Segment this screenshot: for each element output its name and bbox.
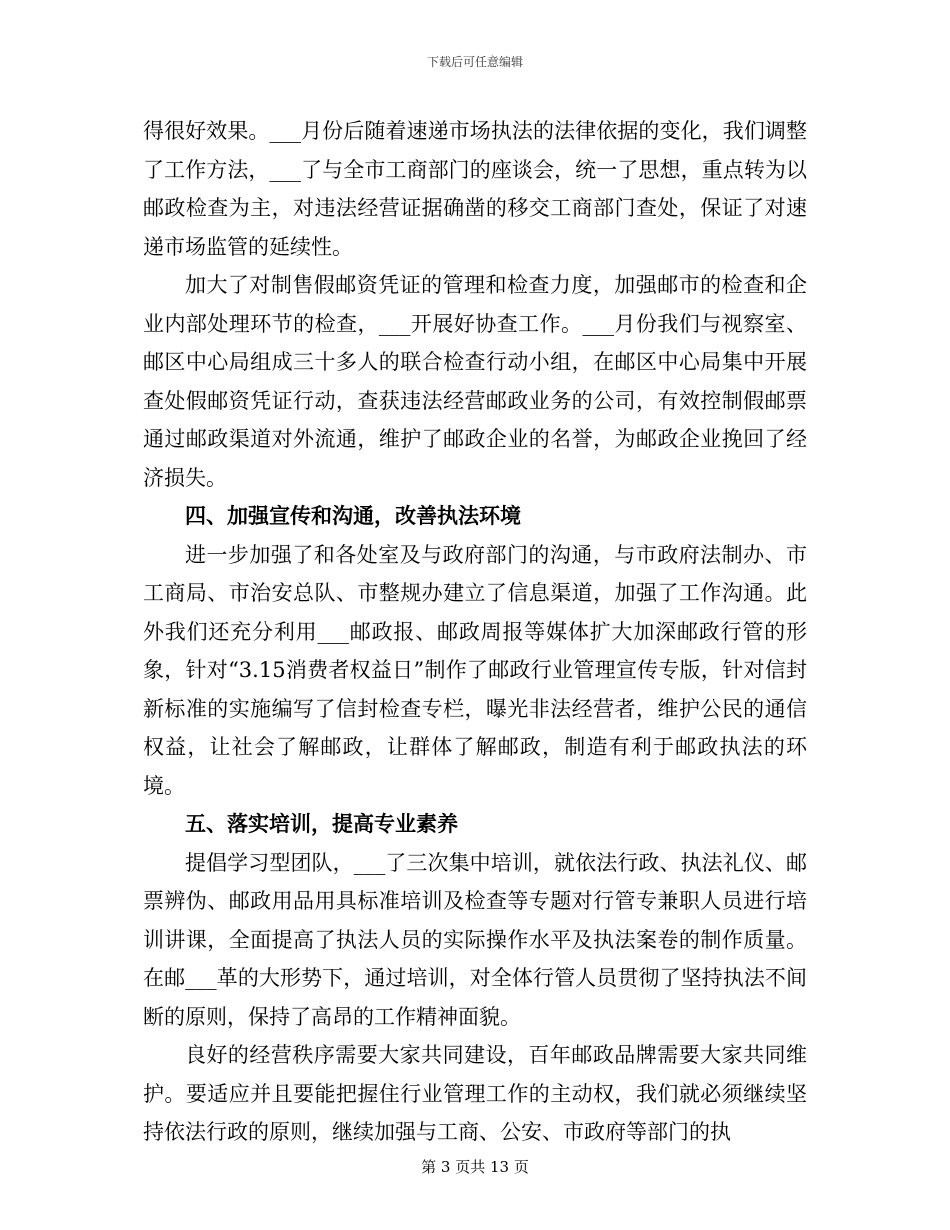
section-heading: 五、落实培训，提高专业素养: [185, 811, 458, 836]
paragraph: 提倡学习型团队，___了三次集中培训，就依法行政、执法礼仪、邮票辨伪、邮政用品用具标准培训及检查等专题对行管专兼职人员进行培训讲课，全面提高了执法人员的实际操作水平及执法案卷的制作质量。在邮___革的大形势下，通过培训，对全体行管人员贯彻了坚持执法不间断的原则，保持了高昂的工作精神面貌。: [143, 850, 807, 1029]
paragraph: 进一步加强了和各处室及与政府部门的沟通，与市政府法制办、市工商局、市治安总队、市整规办建立了信息渠道，加强了工作沟通。此外我们还充分利用___邮政报、邮政周报等媒体扩大加深邮政行管的形象，针对“3.15消费者权益日”制作了邮政行业管理宣传专版，针对信封新标准的实施编写了信封检查专栏，曝光非法经营者，维护公民的通信权益，让社会了解邮政，让群体了解邮政，制造有利于邮政执法的环境。: [143, 542, 807, 798]
page-footer: 第 3 页共 13 页: [421, 1158, 529, 1176]
paragraph: 良好的经营秩序需要大家共同建设，百年邮政品牌需要大家共同维护。要适应并且要能把握住行业管理工作的主动权，我们就必须继续坚持依法行政的原则，继续加强与工商、公安、市政府等部门的执: [143, 1043, 807, 1144]
paragraph: 加大了对制售假邮资凭证的管理和检查力度，加强邮市的检查和企业内部处理环节的检查，___开展好协查工作。___月份我们与视察室、邮区中心局组成三十多人的联合检查行动小组，在邮区中心局集中开展查处假邮资凭证行动，查获违法经营邮政业务的公司，有效控制假邮票通过邮政渠道对外流通，维护了邮政企业的名誉，为邮政企业挽回了经济损失。: [143, 273, 807, 490]
page-header: 下载后可任意编辑: [426, 55, 523, 69]
document-body: [143, 112, 807, 1152]
paragraph: 得很好效果。___月份后随着速递市场执法的法律依据的变化，我们调整了工作方法，___了与全市工商部门的座谈会，统一了思想，重点转为以邮政检查为主，对违法经营证据确凿的移交工商部门查处，保证了对速递市场监管的延续性。: [143, 119, 807, 259]
section-heading: 四、加强宣传和沟通，改善执法环境: [185, 503, 521, 528]
